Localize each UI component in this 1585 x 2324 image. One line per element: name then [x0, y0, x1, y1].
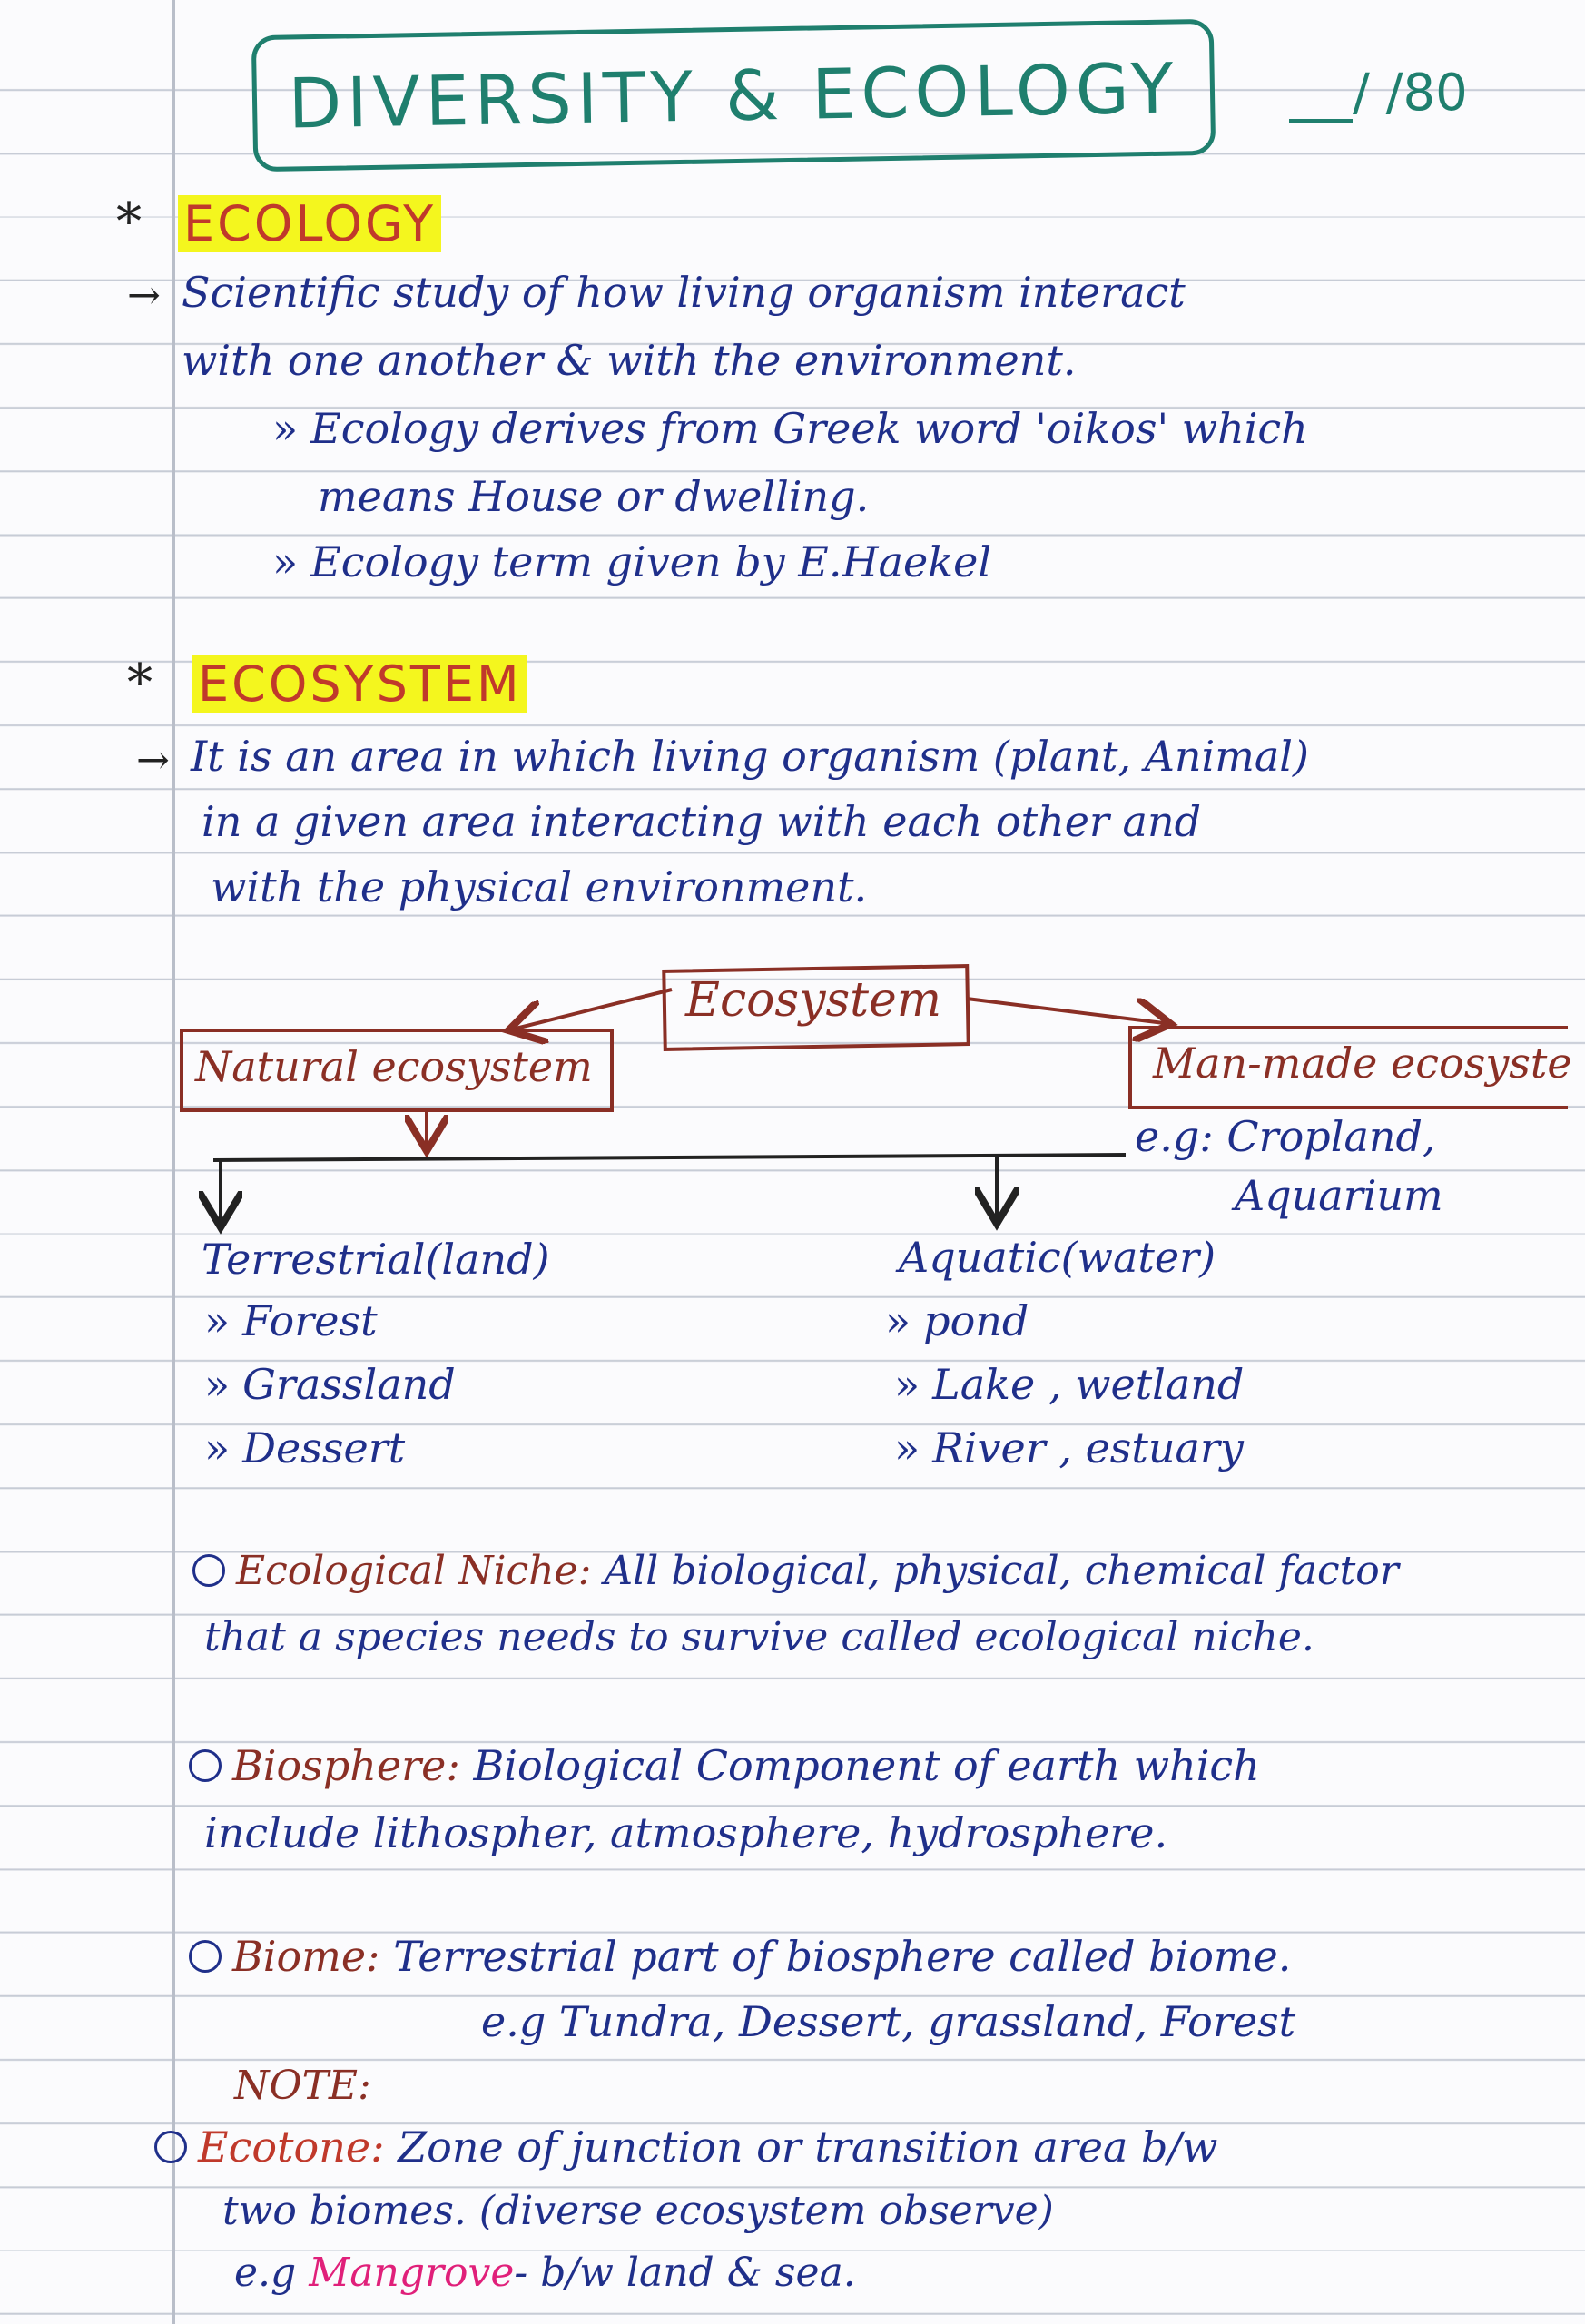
- ecosystem-root-label: Ecosystem: [685, 973, 942, 1028]
- aquatic-item: [885, 1296, 1029, 1345]
- ecotone-line2: two biomes. (diverse ecosystem observe): [222, 2188, 1054, 2234]
- circle-bullet-icon: [192, 1554, 225, 1587]
- bullet-icon: »: [272, 537, 299, 586]
- ecotone-line1: [154, 2122, 1217, 2171]
- terrestrial-item-text: Grassland: [242, 1360, 456, 1409]
- arrow-icon: →: [136, 737, 170, 783]
- biome-term: Biome:: [232, 1932, 380, 1981]
- bullet-icon: »: [204, 1296, 231, 1345]
- ecotone-term: Ecotone:: [198, 2122, 385, 2171]
- niche-line1: [192, 1548, 1399, 1594]
- biosphere-line1-text: Biological Component of earth which: [473, 1741, 1260, 1790]
- biosphere-line2: include lithospher, atmosphere, hydrosphere.: [204, 1808, 1168, 1857]
- star-icon: *: [127, 654, 153, 713]
- niche-line2: that a species needs to survive called ecological niche.: [204, 1614, 1314, 1660]
- biome-line1: [189, 1932, 1291, 1981]
- circle-bullet-icon: [189, 1940, 222, 1973]
- manmade-example-2: Aquarium: [1235, 1171, 1443, 1220]
- bullet-icon: »: [204, 1423, 231, 1472]
- niche-term: Ecological Niche:: [236, 1548, 592, 1594]
- bullet-icon: »: [894, 1423, 920, 1472]
- ecosystem-heading: ECOSYSTEM: [192, 655, 527, 713]
- aquatic-item-text: pond: [923, 1296, 1029, 1345]
- ecotone-eg-mangrove: Mangrove: [309, 2250, 515, 2296]
- bullet-icon: »: [894, 1360, 920, 1409]
- aquatic-item-text: River , estuary: [932, 1423, 1244, 1472]
- ecosystem-line1: It is an area in which living organism (plant, Animal): [191, 732, 1309, 781]
- ecology-line1: Scientific study of how living organism interact: [182, 268, 1186, 317]
- star-icon: *: [116, 192, 142, 251]
- manmade-ecosystem-label: Man-made ecosyste: [1153, 1039, 1572, 1088]
- ecology-heading: ECOLOGY: [178, 195, 441, 252]
- terrestrial-item-text: Dessert: [242, 1423, 406, 1472]
- biome-line2: e.g Tundra, Dessert, grassland, Forest: [481, 1997, 1296, 2046]
- terrestrial-item: [204, 1423, 405, 1472]
- arrow-icon: →: [127, 272, 161, 319]
- circle-bullet-icon: [154, 2131, 187, 2163]
- ecology-line2: with one another & with the environment.: [182, 336, 1077, 385]
- circle-bullet-icon: [189, 1749, 222, 1782]
- page-title: DIVERSITY & ECOLOGY: [287, 46, 1180, 144]
- ecology-sub2-text: Ecology term given by E.Haekel: [310, 537, 992, 586]
- terrestrial-item: [204, 1360, 456, 1409]
- biosphere-line1: [189, 1741, 1260, 1790]
- ecotone-eg-prefix: e.g: [234, 2250, 297, 2296]
- biosphere-term: Biosphere:: [232, 1741, 460, 1790]
- bullet-icon: »: [885, 1296, 911, 1345]
- ecosystem-line2: in a given area interacting with each other and: [202, 797, 1202, 846]
- bullet-icon: »: [272, 404, 299, 453]
- ecotone-line1-text: Zone of junction or transition area b/w: [398, 2122, 1218, 2171]
- aquatic-item-text: Lake , wetland: [932, 1360, 1245, 1409]
- biome-line1-text: Terrestrial part of biosphere called biome.: [393, 1932, 1292, 1981]
- aquatic-item: [894, 1360, 1244, 1409]
- note-label: NOTE:: [234, 2063, 371, 2109]
- ecotone-eg-rest: - b/w land & sea.: [514, 2250, 856, 2296]
- niche-line1-text: All biological, physical, chemical factor: [604, 1548, 1399, 1594]
- natural-ecosystem-label: Natural ecosystem: [195, 1042, 593, 1091]
- aquatic-item: [894, 1423, 1244, 1472]
- aquatic-label: Aquatic(water): [899, 1233, 1216, 1282]
- terrestrial-item-text: Forest: [242, 1296, 378, 1345]
- terrestrial-item: [204, 1296, 378, 1345]
- ecosystem-line3: with the physical environment.: [211, 862, 868, 911]
- terrestrial-label: Terrestrial(land): [202, 1235, 550, 1284]
- manmade-example-1: e.g: Cropland,: [1135, 1112, 1436, 1161]
- ecotone-example: [234, 2250, 856, 2296]
- bullet-icon: »: [204, 1360, 231, 1409]
- ecology-sub1b: means House or dwelling.: [318, 472, 870, 521]
- page-number-text: / /80: [1353, 64, 1468, 123]
- ecology-sub1a-text: Ecology derives from Greek word 'oikos' which: [310, 404, 1308, 453]
